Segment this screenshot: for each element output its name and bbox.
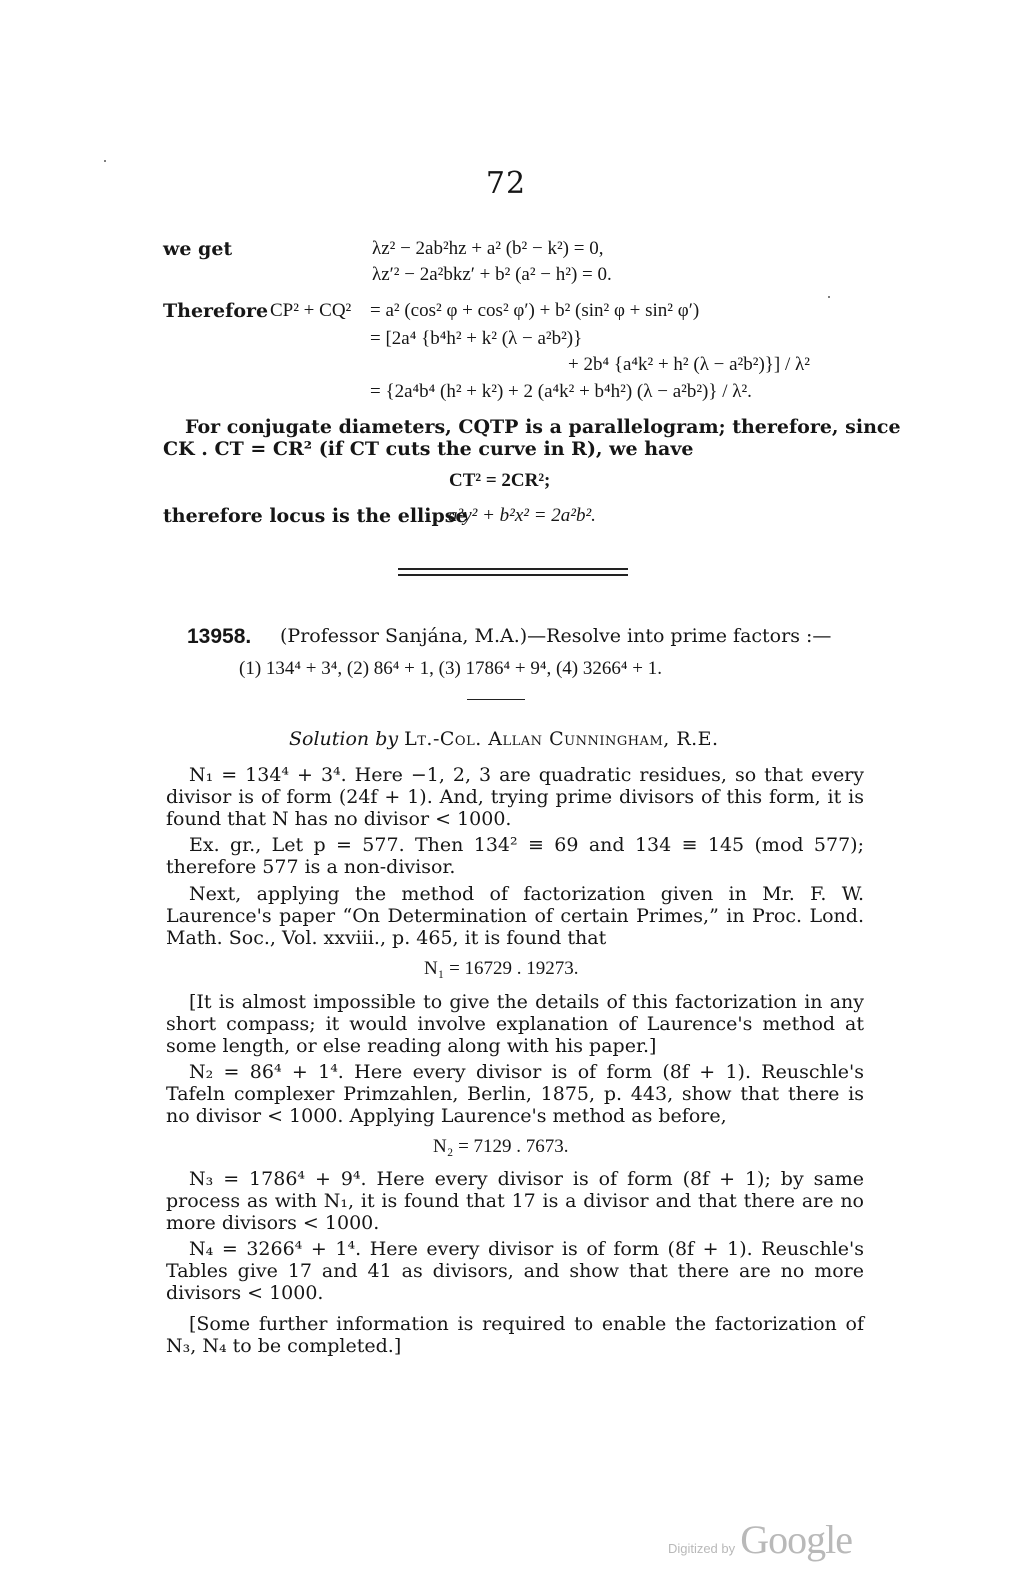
equation-n1-factors: N₁ = 16729 . 19273. [424,958,579,979]
cp-cq-rhs-line3: + 2b⁴ {a⁴k² + h² (λ − a²b²)}] / λ² [568,354,810,375]
problem-statement: (Professor Sanjána, M.A.)—Resolve into prime factors :— [280,625,832,647]
conjugate-line2: CK . CT = CR² (if CT cuts the curve in R), we have [163,438,694,460]
digitized-by-text: Digitized by [667,1541,736,1556]
paragraph-n2: N₂ = 86⁴ + 1⁴. Here every divisor is of form (8f + 1). Reuschle's Tafeln complexer Primzahlen, Berlin, 1875, p. 443, show that there is no divisor < 1000. Applying Laurence's method as before, [166,1061,864,1127]
paragraph-n3: N₃ = 1786⁴ + 9⁴. Here every divisor is of form (8f + 1); by same process as with N₁, it is found that 17 is a divisor and that there are no more divisors < 1000. [166,1168,864,1234]
solution-heading-italic: Solution by [289,728,399,750]
section-divider-bottom [398,574,628,576]
problem-number: 13958. [187,625,252,648]
conjugate-line1: For conjugate diameters, CQTP is a parallelogram; therefore, since [185,416,901,438]
paragraph-n1: N₁ = 134⁴ + 3⁴. Here −1, 2, 3 are quadratic residues, so that every divisor is of form (24f + 1). And, trying prime divisors of this form, it is found that N has no divisor < 1000. [166,764,864,830]
equation-z: λz² − 2ab²hz + a² (b² − k²) = 0, [372,238,604,259]
cp-cq-lhs: CP² + CQ² [270,300,352,321]
we-get-label: we get [163,238,233,260]
problem-items: (1) 134⁴ + 3⁴, (2) 86⁴ + 1, (3) 1786⁴ + 9⁴, (4) 3266⁴ + 1. [239,658,662,679]
cp-cq-rhs-line4: = {2a⁴b⁴ (h² + k²) + 2 (a⁴k² + b⁴h²) (λ − a²b²)} / λ². [370,381,752,402]
paragraph-further: [Some further information is required to enable the factorization of N₃, N₄ to be completed.] [166,1313,864,1357]
equation-n2-factors: N₂ = 7129 . 7673. [433,1136,569,1157]
cp-cq-rhs-line2: = [2a⁴ {b⁴h² + k² (λ − a²b²)} [370,328,583,349]
paragraph-example: Ex. gr., Let p = 577. Then 134² ≡ 69 and 134 ≡ 145 (mod 577); therefore 577 is a non-divisor. [166,834,864,878]
locus-text: therefore locus is the ellipse [163,505,468,527]
speck [104,160,106,162]
solution-heading [289,728,719,750]
section-divider-top [398,568,628,570]
page-number: 72 [485,166,527,201]
digitized-watermark [668,1516,852,1563]
solution-author: Lt.-Col. Allan Cunningham, R.E. [404,728,719,750]
paragraph-n4: N₄ = 3266⁴ + 1⁴. Here every divisor is of form (8f + 1). Reuschle's Tables give 17 and 41 as divisors, and show that there are no more divisors < 1000. [166,1238,864,1304]
equation-z-prime: λz′² − 2a²bkz′ + b² (a² − h²) = 0. [372,264,612,285]
therefore-label: Therefore [163,300,269,322]
short-divider [467,699,525,700]
ellipse-equation: a²y² + b²x² = 2a²b². [448,505,596,526]
paragraph-note: [It is almost impossible to give the details of this factorization in any short compass; it would involve explanation of Laurence's method at some length, or else reading along with his paper.] [166,991,864,1057]
cp-cq-rhs-line1: = a² (cos² φ + cos² φ′) + b² (sin² φ + sin² φ′) [370,300,700,321]
speck [828,296,830,298]
ct-equation: CT² = 2CR²; [449,470,551,491]
paragraph-next: Next, applying the method of factorization given in Mr. F. W. Laurence's paper “On Determination of certain Primes,” in Proc. Lond. Math. Soc., Vol. xxviii., p. 465, it is found that [166,883,864,949]
google-logo: Google [740,1517,852,1562]
